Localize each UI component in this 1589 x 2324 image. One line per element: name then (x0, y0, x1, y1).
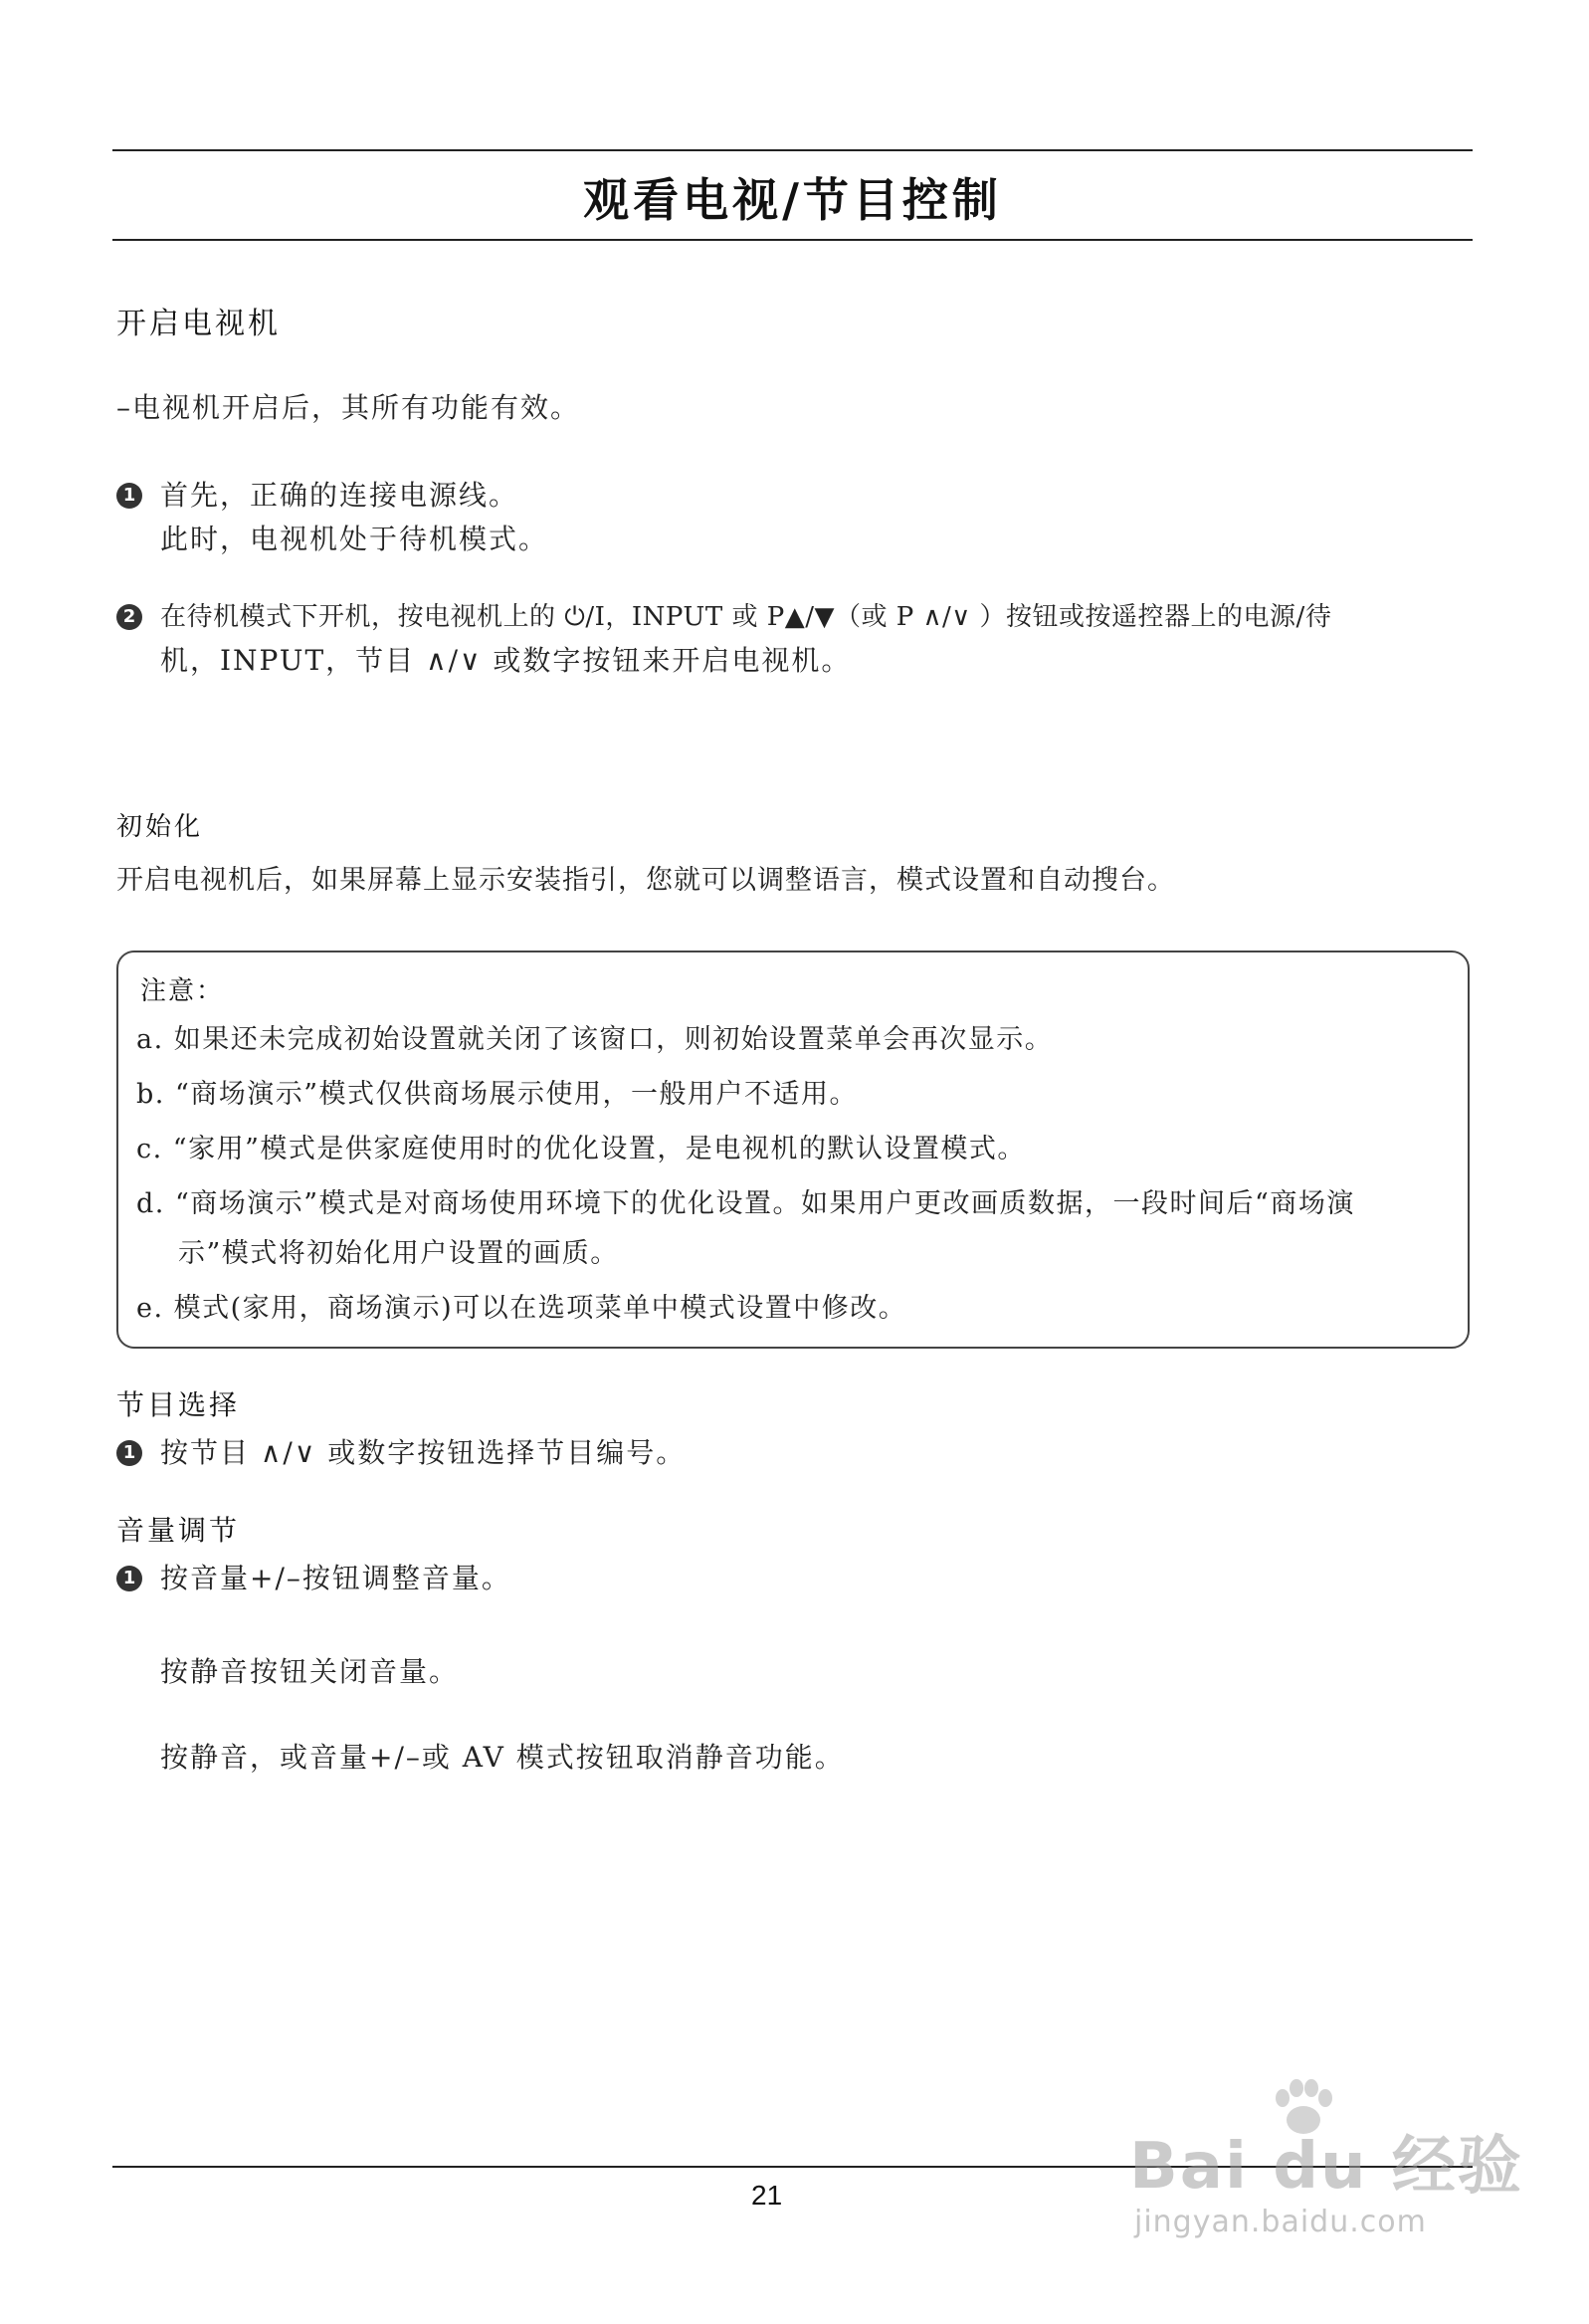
power-step-2-line-1: 在待机模式下开机，按电视机上的 ⏻/I，INPUT 或 P▲/▼（或 P ∧/∨ ）按钮或按遥控器上的电源/待 (160, 602, 1332, 632)
page-title: 观看电视/节目控制 (583, 173, 1002, 227)
step-number-2-icon: 2 (116, 604, 142, 630)
note-item-d-line-2: 示”模式将初始化用户设置的画质。 (178, 1238, 619, 1269)
note-item-c: c. “家用”模式是供家庭使用时的优化设置，是电视机的默认设置模式。 (136, 1134, 1026, 1164)
section-heading-program-selection: 节目选择 (116, 1388, 241, 1421)
note-title: 注意： (140, 976, 225, 1006)
watermark-logo: Bai du 经验 (1129, 2130, 1523, 2204)
power-step-1 (116, 474, 1480, 561)
initialization-text: 开启电视机后，如果屏幕上显示安装指引，您就可以调整语言，模式设置和自动搜台。 (116, 865, 1175, 896)
power-step-2 (116, 595, 1480, 683)
volume-unmute-text: 按静音，或音量+/–或 AV 模式按钮取消静音功能。 (160, 1741, 845, 1774)
power-step-1-line-1: 首先，正确的连接电源线。 (160, 479, 519, 512)
page-number: 21 (751, 2180, 783, 2211)
header-top-rule (112, 149, 1473, 151)
program-step-1 (116, 1431, 1480, 1475)
volume-step-number-1-icon: 1 (116, 1566, 142, 1591)
note-item-e: e. 模式(家用，商场演示)可以在选项菜单中模式设置中修改。 (136, 1293, 907, 1324)
section-heading-power-on: 开启电视机 (116, 307, 281, 341)
note-box (116, 951, 1470, 1349)
section-heading-initialization: 初始化 (116, 812, 204, 842)
volume-step-1 (116, 1557, 1480, 1600)
power-step-1-line-2: 此时，电视机处于待机模式。 (160, 523, 549, 555)
step-number-1-icon: 1 (116, 483, 142, 509)
program-step-number-1-icon: 1 (116, 1440, 142, 1466)
note-item-d-line-1: d. “商场演示”模式是对商场使用环境下的优化设置。如果用户更改画质数据，一段时间后“商场演 (136, 1188, 1355, 1219)
program-step-1-text: 按节目 ∧/∨ 或数字按钮选择节目编号。 (160, 1436, 687, 1469)
watermark-url: jingyan.baidu.com (1134, 2205, 1427, 2239)
power-step-2-line-2: 机，INPUT，节目 ∧/∨ 或数字按钮来开启电视机。 (160, 644, 852, 677)
volume-mute-text: 按静音按钮关闭音量。 (160, 1655, 460, 1688)
power-intro: –电视机开启后，其所有功能有效。 (116, 391, 581, 424)
volume-step-1-text: 按音量+/–按钮调整音量。 (160, 1562, 511, 1594)
note-item-a: a. 如果还未完成初始设置就关闭了该窗口，则初始设置菜单会再次显示。 (136, 1024, 1054, 1055)
note-item-b: b. “商场演示”模式仅供商场展示使用，一般用户不适用。 (136, 1079, 859, 1110)
header-bottom-rule (112, 239, 1473, 241)
section-heading-volume: 音量调节 (116, 1514, 241, 1547)
